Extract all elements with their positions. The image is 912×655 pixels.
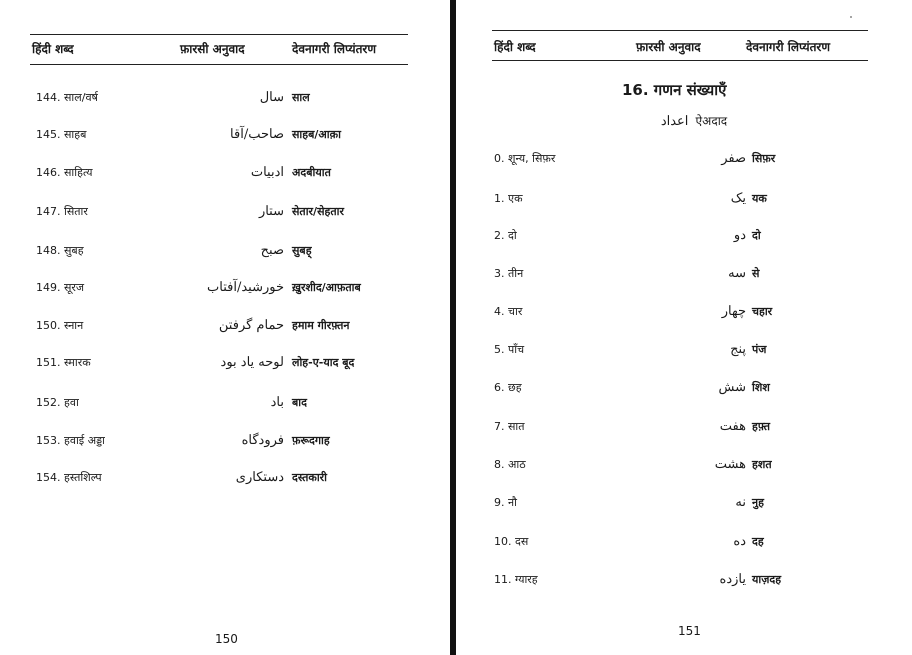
- hindi-word: 147. सितार: [36, 205, 88, 218]
- header-rule-top: [492, 30, 868, 31]
- transliteration: फ़रूदगाह: [292, 434, 330, 447]
- transliteration: दो: [752, 229, 761, 242]
- table-row: [456, 572, 912, 594]
- persian-word: هفت: [719, 419, 746, 434]
- transliteration: सुबह्: [292, 244, 312, 257]
- hindi-word: 10. दस: [494, 535, 529, 548]
- persian-word: لوحه یاد بود: [220, 355, 284, 370]
- persian-word: حمام گرفتن: [218, 318, 284, 333]
- hindi-word: 4. चार: [494, 305, 523, 318]
- table-row: [456, 495, 912, 517]
- hindi-word: 151. स्मारक: [36, 356, 91, 369]
- table-row: [456, 151, 912, 173]
- table-row: [0, 470, 450, 492]
- column-header-hindi: हिंदी शब्द: [32, 42, 74, 56]
- right-page: [456, 0, 912, 655]
- transliteration: से: [752, 267, 760, 280]
- column-header-transliteration: देवनागरी लिप्यंतरण: [292, 42, 377, 56]
- column-header-persian: फ़ारसी अनुवाद: [180, 42, 245, 56]
- hindi-word: 11. ग्यारह: [494, 573, 538, 586]
- transliteration: अदबीयात: [292, 166, 331, 179]
- transliteration: पंज: [752, 343, 767, 356]
- transliteration: साहब/आक़ा: [292, 128, 341, 141]
- hindi-word: 150. स्नान: [36, 319, 84, 332]
- table-row: [456, 380, 912, 402]
- table-row: [0, 433, 450, 455]
- page-number: 151: [678, 624, 701, 638]
- persian-word: یک: [730, 191, 746, 206]
- transliteration: हफ़्त: [752, 420, 771, 433]
- table-row: [0, 127, 450, 149]
- header-rule-bottom: [492, 60, 868, 61]
- persian-word: صبح: [260, 243, 284, 258]
- hindi-word: 8. आठ: [494, 458, 526, 471]
- column-header-persian: फ़ारसी अनुवाद: [636, 40, 701, 54]
- transliteration: नुह: [752, 496, 764, 509]
- table-row: [456, 228, 912, 250]
- transliteration: शिश: [752, 381, 770, 394]
- scan-speck: [850, 16, 852, 18]
- table-row: [0, 165, 450, 187]
- hindi-word: 146. साहित्य: [36, 166, 93, 179]
- transliteration: लोह-ए-याद बूद: [292, 356, 355, 369]
- transliteration: सिफ़र: [752, 152, 776, 165]
- hindi-word: 6. छह: [494, 381, 522, 394]
- hindi-word: 9. नौ: [494, 496, 517, 509]
- transliteration: हशत: [752, 458, 772, 471]
- hindi-word: 145. साहब: [36, 128, 87, 141]
- transliteration: दह: [752, 535, 764, 548]
- page-number: 150: [215, 632, 238, 646]
- persian-word: صفر: [721, 151, 746, 166]
- hindi-word: 152. हवा: [36, 396, 79, 409]
- persian-word: دستکاری: [235, 470, 284, 485]
- hindi-word: 5. पाँच: [494, 343, 525, 356]
- table-row: [0, 355, 450, 377]
- hindi-word: 149. सूरज: [36, 281, 85, 294]
- persian-word: یازده: [719, 572, 746, 587]
- table-row: [456, 457, 912, 479]
- table-row: [0, 280, 450, 302]
- header-rule-top: [30, 34, 408, 35]
- section-title: 16. गणन संख्याएँ: [622, 81, 727, 99]
- transliteration: दस्तकारी: [292, 471, 328, 484]
- column-header-transliteration: देवनागरी लिप्यंतरण: [746, 40, 831, 54]
- persian-word: فرودگاه: [241, 433, 284, 448]
- left-page: [0, 0, 450, 655]
- hindi-word: 3. तीन: [494, 267, 524, 280]
- table-row: [456, 191, 912, 213]
- transliteration: हमाम गीरफ़्तन: [292, 319, 350, 332]
- table-row: [456, 266, 912, 288]
- transliteration: सेतार/सेहतार: [292, 205, 344, 218]
- hindi-word: 153. हवाई अड्डा: [36, 434, 105, 447]
- table-row: [456, 534, 912, 556]
- hindi-word: 2. दो: [494, 229, 517, 242]
- persian-word: پنج: [730, 342, 746, 357]
- hindi-word: 0. शून्य, सिफ़र: [494, 152, 556, 165]
- transliteration: चहार: [752, 305, 773, 318]
- transliteration: याज़दह: [752, 573, 782, 586]
- section-subtitle-devanagari: ऐअदाद: [695, 114, 728, 128]
- persian-word: صاحب/آقا: [230, 127, 284, 142]
- persian-word: خورشید/آفتاب: [207, 280, 284, 295]
- table-row: [456, 419, 912, 441]
- transliteration: ख़ुरशीद/आफ़ताब: [292, 281, 361, 294]
- table-row: [0, 243, 450, 265]
- persian-word: سال: [259, 90, 284, 105]
- persian-word: نه: [735, 495, 746, 510]
- persian-word: چهار: [721, 304, 746, 319]
- hindi-word: 144. साल/वर्ष: [36, 91, 98, 104]
- section-subtitle-persian: اعداد: [660, 114, 689, 129]
- table-row: [0, 395, 450, 417]
- persian-word: شش: [718, 380, 746, 395]
- transliteration: साल: [292, 91, 310, 104]
- persian-word: سه: [728, 266, 746, 281]
- persian-word: باد: [270, 395, 284, 410]
- column-header-hindi: हिंदी शब्द: [494, 40, 536, 54]
- table-row: [456, 304, 912, 326]
- hindi-word: 154. हस्तशिल्प: [36, 471, 102, 484]
- persian-word: دو: [733, 228, 746, 243]
- hindi-word: 7. सात: [494, 420, 525, 433]
- header-rule-bottom: [30, 64, 408, 65]
- persian-word: ادبیات: [250, 165, 284, 180]
- transliteration: यक: [752, 192, 767, 205]
- hindi-word: 148. सुबह: [36, 244, 84, 257]
- table-row: [0, 204, 450, 226]
- table-row: [0, 90, 450, 112]
- section-subtitle: [644, 110, 744, 129]
- persian-word: هشت: [714, 457, 746, 472]
- table-row: [0, 318, 450, 340]
- hindi-word: 1. एक: [494, 192, 523, 205]
- transliteration: बाद: [292, 396, 307, 409]
- persian-word: ستار: [258, 204, 284, 219]
- persian-word: ده: [733, 534, 746, 549]
- table-row: [456, 342, 912, 364]
